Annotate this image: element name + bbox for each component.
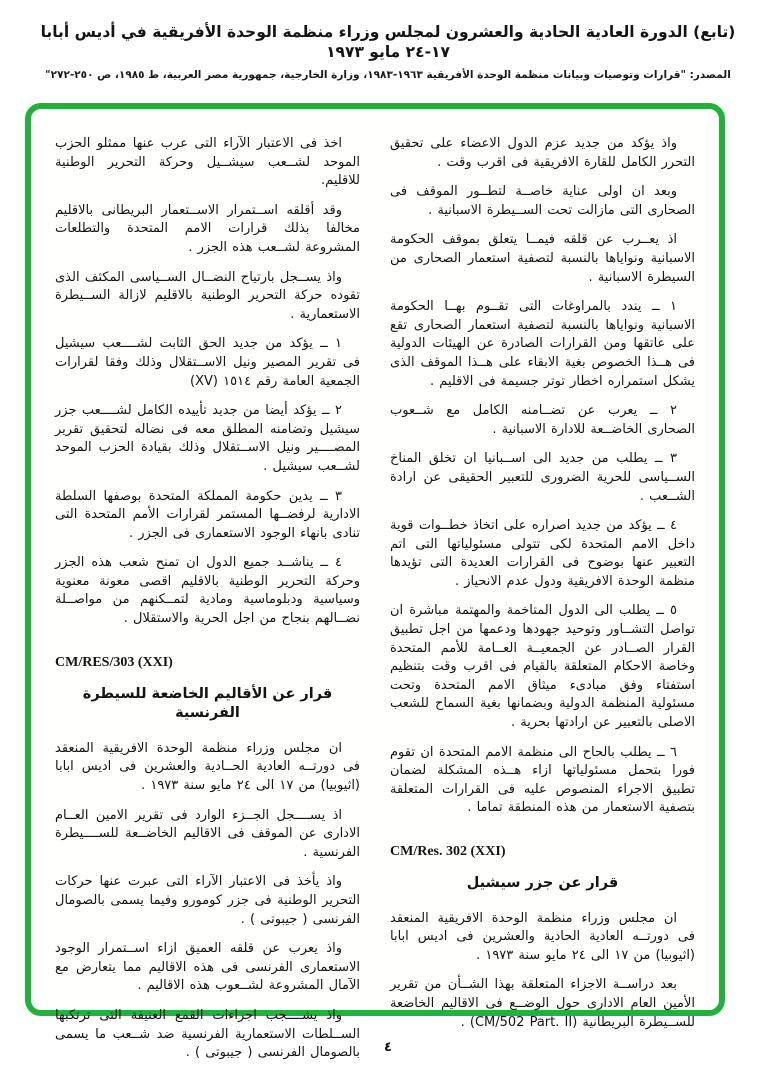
paragraph: وقد أقلقه اســتمرار الاســتعمار البريطانى بالاقليم مخالفا بذلك قرارات الامم المتحدة والتطلعات المشروعة لشــعب هذه الجزر . — [55, 202, 360, 255]
session-title: (تابع) الدورة العادية الحادية والعشرون لمجلس وزراء منظمة الوحدة الأفريقية في أديس أبابا ١٧-٢٤ مايو ١٩٧٣ — [40, 23, 736, 62]
resolution-ref: CM/RES/303 (XXI) — [55, 654, 173, 670]
paragraph: اخذ فى الاعتبار الآراء التى عرب عنها ممثلو الحزب الموحد لشــعب سيشــيل وحركة التحرير الوطنية للاقليم. — [55, 136, 360, 189]
paragraph: ٣ ــ يطلب من جديد الى اســبانيا ان تخلق المناخ الســياسى للحرية الضرورى للتعبير الحقيقى عن ارادة الشــعب . — [390, 451, 695, 504]
resolution-title: قرار عن جزر سيشيل — [466, 875, 619, 891]
paragraph: ١ ــ يندد بالمراوغات التى تقــوم بهــا الحكومة الاسبانية ونواياها بالنسبة لتصفية استعمار الصحارى تقع على عاتقها ومن القرارات الصادرة عن الهيئات الدولية فى هــذا الخصوص بغية الابقاء على هــذا الموقف الذى يشكل استمراره اخطار توتر جسيمة فى الاقليم . — [390, 299, 695, 389]
resolution-ref: CM/Res. 302 (XXI) — [390, 844, 506, 859]
paragraph: ٢ ــ يعرب عن تضــامنه الكامل مع شــعوب الصحارى الخاضــعة للادارة الاسبانية . — [390, 403, 695, 437]
paragraph: ٥ ــ يطلب الى الدول المتاخمة والمهتمة مباشرة ان تواصل التشــاور وتوحيد جهودها ودعمها من اجل تطبيق القرار الصــادر عن الجمعيــة العــامة للأمم المتحدة وخاصة الاحكام المتعلقة بالقيام فى اقرب وقت بتنظيم استفتاء وفق مبادىء ميثاق الامم المتحدة وتحت مسئولية المنظمة الدولية وبضمانها بغية السماح للشعب الاصلى بالتعبير عن ارادتها بحرية . — [390, 603, 695, 731]
paragraph: واذ يؤكد من جديد عزم الدول الاعضاء على تحقيق التحرر الكامل للقارة الافريقية فى اقرب وقت . — [390, 136, 695, 170]
paragraph: ٣ ــ يدين حكومة المملكة المتحدة بوصفها السلطة الادارية لرفضــها المستمر لقرارات الأمم المتحدة التى تنادى بانهاء الوجود الاستعمارى فى الجزر . — [55, 488, 360, 541]
page-number: ٤ — [384, 1040, 392, 1055]
source-citation: المصدر: "قرارات وتوصيات وبيانات منظمة الوحدة الأفريقية ١٩٦٣-١٩٨٣، وزارة الخارجية، جمهورية مصر العربية، ط ١٩٨٥، ص ٢٥٠-٢٧٢" — [45, 69, 731, 82]
paragraph: بعد دراســة الاجزاء المتعلقة بهذا الشــأن من تقرير الأمين العام الادارى حول الوضــع فى الاقاليم الخاضعة للســيطرة البريطانية (CM/502 Part. II) . — [390, 977, 695, 1030]
resolution-title: قرار عن الأقاليم الخاضعة للسيطرة الفرنسية — [82, 685, 333, 722]
paragraph: اذ يســــجل الجــزء الوارد فى تقرير الامين العــام الادارى عن الموقف فى الاقاليم الخاضــعة للســــيطرة الفرنسية . — [55, 807, 360, 860]
column-right — [390, 135, 695, 1030]
paragraph: ٦ ــ يطلب بالحاح الى منظمة الامم المتحدة ان تقوم فورا بتحمل مسئولياتها ازاء هــذه المشكلة لضمان تطبيق الاجراء المنصوص عليه فى القرارات المتعلقة بتصفية الاستعمار من هذه المنطقة تماما . — [390, 744, 695, 816]
paragraph: واذ يأخذ فى الاعتبار الآراء التى عبرت عنها حركات التحرير الوطنية فى جزر كومورو وفيما يسمى بالصومال الفرنسى ( جيبوتى ) . — [55, 874, 360, 927]
paragraph: واذ يعرب عن قلقه العميق ازاء اســتمرار الوجود الاستعمارى الفرنسى فى هذه الاقاليم مما يتعارض مع الآمال المشروعة لشــعوب هذه الاقاليم . — [55, 941, 360, 994]
paragraph: وبعد ان اولى عناية خاصــة لتطــور الموقف فى الصحارى التى مازالت تحت الســيطرة الاسبانية . — [390, 184, 695, 218]
page-header — [0, 22, 776, 83]
paragraph: واذ يشــــجب اجراءات القمع العنيفة التى ترتكبها الســلطات الاستعمارية الفرنسية ضد شــعب ما يسمى بالصومال الفرنسى ( جيبوتى ) . — [55, 1007, 360, 1061]
paragraph: ٤ ــ يناشــد جميع الدول ان تمنح شعب هذه الجزر وحركة التحرير الوطنية بالاقليم اقصى معونة معنوية وسياسية ودبلوماسية ومادية لتمــكنهم من مواصــلة نضــالهم بنجاح من اجل الحرية والاستقلال . — [55, 555, 360, 627]
paragraph: ٤ ــ يؤكد من جديد اصراره على اتخاذ خطــوات قوية داخل الامم المتحدة لكى تتولى مسئولياتها التى اتم التعبير عنها بوضوح فى القرارات العديدة التى تؤيدها منظمة الوحدة الافريقية ودول عدم الانحياز . — [390, 518, 695, 589]
paragraph: واذ يســجل بارتياح النضــال الســياسى المكثف الذى تقوده حركة التحرير الوطنية بالاقليم لازالة الســيطرة الاستعمارية . — [55, 269, 360, 322]
column-left — [55, 135, 360, 1061]
paragraph: ان مجلس وزراء منظمة الوحدة الافريقية المنعقد فى دورتــه العادية الحادية والعشرين فى اديس ابابا (اثيوبيا) من ١٧ الى ٢٤ مايو سنة ١٩٧٣ . — [390, 910, 695, 963]
paragraph: اذ يعــرب عن قلقه فيمــا يتعلق بموقف الحكومة الاسبانية ونواياها بالنسبة لتصفية استعمار الصحارى من السيطرة الاسبانية . — [390, 232, 695, 285]
paragraph: ان مجلس وزراء منظمة الوحدة الافريقية المنعقد فى دورتــه العادية الحــادية والعشرين فى اديس ابابا (اثيوبيا) من ١٧ الى ٢٤ مايو سنة ١٩٧٣ . — [55, 740, 360, 793]
paragraph: ٢ ــ يؤكد أيضا من جديد تأييده الكامل لشــــعب جزر سيشيل وتضامنه المطلق معه فى نضاله لتحقيق تقرير المصــــير ونيل الاســتقلال وذلك بقيادة الحزب الموحد لشــعب سيشيل . — [55, 403, 360, 474]
paragraph: ١ ــ يؤكد من جديد الحق الثابت لشــــعب سيشيل فى تقرير المصير ونيل الاســتقلال وذلك وفقا لقرارات الجمعية العامة رقم ١٥١٤ (XV) — [55, 336, 360, 389]
document-frame — [25, 103, 725, 1061]
